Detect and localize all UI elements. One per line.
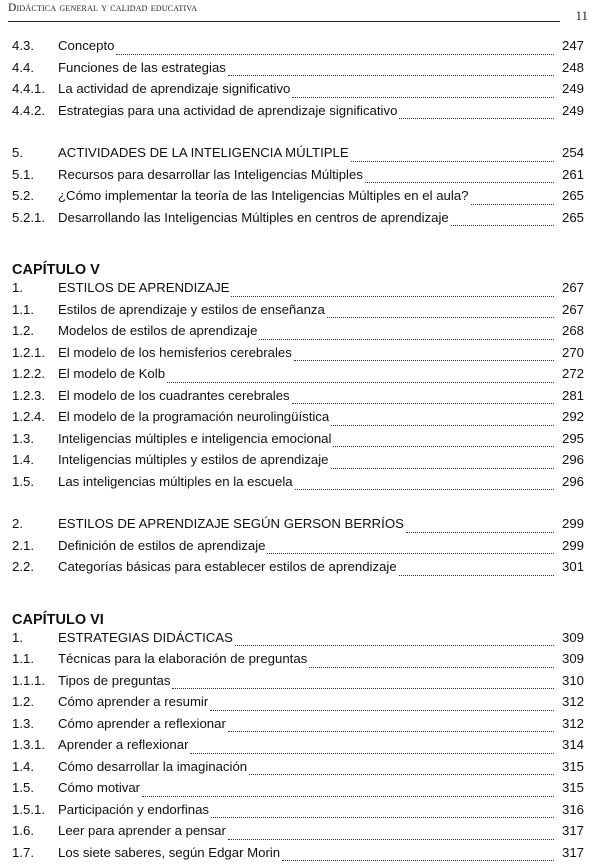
entry-page-number: 314 [558, 737, 584, 752]
entry-title: Participación y endorfinas [58, 802, 209, 817]
entry-page-number: 310 [558, 673, 584, 688]
entry-number: 5.2.1. [12, 210, 58, 225]
entry-title: El modelo de Kolb [58, 366, 165, 381]
entry-title: Los siete saberes, según Edgar Morin [58, 845, 280, 860]
toc-entry [12, 103, 584, 125]
entry-number: 4.4.2. [12, 103, 58, 118]
toc-entry [12, 366, 584, 388]
dot-leader [172, 687, 554, 689]
toc-entry [12, 780, 584, 802]
entry-page-number: 254 [558, 145, 584, 160]
entry-number: 2. [12, 516, 58, 531]
chapter-heading: CAPÍTULO VI [12, 602, 584, 630]
entry-title: El modelo de los hemisferios cerebrales [58, 345, 292, 360]
entry-number: 4.4.1. [12, 81, 58, 96]
entry-title: ESTILOS DE APRENDIZAJE SEGÚN GERSON BERRÍOS [58, 516, 404, 531]
toc-entry [12, 388, 584, 410]
dot-leader [471, 203, 555, 205]
entry-page-number: 265 [558, 188, 584, 203]
entry-title: El modelo de la programación neurolingüística [58, 409, 329, 424]
entry-number: 5.2. [12, 188, 58, 203]
dot-leader [399, 117, 554, 119]
entry-page-number: 309 [558, 651, 584, 666]
dot-leader [292, 96, 554, 98]
toc-entry [12, 538, 584, 560]
entry-title: Cómo motivar [58, 780, 140, 795]
toc-entry [12, 81, 584, 103]
dot-leader [327, 316, 554, 318]
entry-page-number: 248 [558, 60, 584, 75]
entry-number: 1.3. [12, 716, 58, 731]
entry-number: 1.2.3. [12, 388, 58, 403]
dot-leader [451, 224, 554, 226]
entry-page-number: 281 [558, 388, 584, 403]
entry-title: Definición de estilos de aprendizaje [58, 538, 265, 553]
dot-leader [331, 467, 555, 469]
dot-leader [211, 816, 554, 818]
dot-leader [259, 338, 554, 340]
dot-leader [210, 709, 554, 711]
entry-number: 4.4. [12, 60, 58, 75]
dot-leader [406, 531, 554, 533]
dot-leader [231, 295, 554, 297]
entry-title: Desarrollando las Inteligencias Múltiples en centros de aprendizaje [58, 210, 449, 225]
entry-number: 1.4. [12, 759, 58, 774]
entry-title: Cómo desarrollar la imaginación [58, 759, 247, 774]
dot-leader [235, 644, 554, 646]
entry-page-number: 312 [558, 716, 584, 731]
toc-entry [12, 409, 584, 431]
entry-page-number: 296 [558, 474, 584, 489]
dot-leader [282, 859, 554, 861]
entry-title: Concepto [58, 38, 114, 53]
entry-page-number: 292 [558, 409, 584, 424]
dot-leader [351, 160, 554, 162]
entry-page-number: 270 [558, 345, 584, 360]
dot-leader [267, 552, 554, 554]
entry-page-number: 315 [558, 780, 584, 795]
entry-number: 2.1. [12, 538, 58, 553]
toc-entry [12, 474, 584, 496]
dot-leader [365, 181, 554, 183]
entry-title: ACTIVIDADES DE LA INTELIGENCIA MÚLTIPLE [58, 145, 349, 160]
toc-entry [12, 280, 584, 302]
entry-page-number: 247 [558, 38, 584, 53]
entry-title: Categorías básicas para establecer estilos de aprendizaje [58, 559, 397, 574]
entry-page-number: 317 [558, 845, 584, 860]
dot-leader [331, 424, 554, 426]
entry-title: Estrategias para una actividad de aprendizaje significativo [58, 103, 397, 118]
entry-page-number: 267 [558, 280, 584, 295]
dot-leader [295, 488, 554, 490]
section-gap [12, 581, 584, 602]
entry-title: Funciones de las estrategias [58, 60, 226, 75]
entry-number: 1.2. [12, 694, 58, 709]
chapter-heading: CAPÍTULO V [12, 252, 584, 280]
entry-title: La actividad de aprendizaje significativo [58, 81, 290, 96]
entry-page-number: 267 [558, 302, 584, 317]
dot-leader [292, 402, 554, 404]
entry-number: 4.3. [12, 38, 58, 53]
entry-page-number: 265 [558, 210, 584, 225]
entry-page-number: 316 [558, 802, 584, 817]
entry-number: 5. [12, 145, 58, 160]
toc-entry [12, 431, 584, 453]
entry-title: Recursos para desarrollar las Inteligencias Múltiples [58, 167, 363, 182]
entry-title: Técnicas para la elaboración de preguntas [58, 651, 307, 666]
toc-entry [12, 60, 584, 82]
entry-title: ESTILOS DE APRENDIZAJE [58, 280, 229, 295]
entry-title: Las inteligencias múltiples en la escuela [58, 474, 293, 489]
entry-number: 1.1. [12, 651, 58, 666]
entry-title: Aprender a reflexionar [58, 737, 188, 752]
entry-title: Modelos de estilos de aprendizaje [58, 323, 257, 338]
toc-entry [12, 651, 584, 673]
group-gap [12, 124, 584, 145]
entry-number: 1.5.1. [12, 802, 58, 817]
entry-page-number: 272 [558, 366, 584, 381]
toc-entry [12, 345, 584, 367]
entry-number: 1.5. [12, 474, 58, 489]
toc-entry [12, 716, 584, 738]
entry-page-number: 317 [558, 823, 584, 838]
table-of-contents [12, 38, 584, 866]
group-gap [12, 495, 584, 516]
toc-entry [12, 823, 584, 845]
entry-title: Leer para aprender a pensar [58, 823, 226, 838]
dot-leader [116, 53, 554, 55]
dot-leader [249, 773, 554, 775]
page-number: 11 [575, 8, 588, 24]
entry-title: Estilos de aprendizaje y estilos de enseñanza [58, 302, 325, 317]
entry-title: Tipos de preguntas [58, 673, 170, 688]
entry-number: 1.2.4. [12, 409, 58, 424]
entry-number: 1.2.1. [12, 345, 58, 360]
toc-entry [12, 188, 584, 210]
dot-leader [228, 838, 554, 840]
entry-title: ESTRATEGIAS DIDÁCTICAS [58, 630, 233, 645]
toc-entry [12, 302, 584, 324]
entry-title: ¿Cómo implementar la teoría de las Inteligencias Múltiples en el aula? [58, 188, 469, 203]
running-header [8, 2, 560, 22]
dot-leader [294, 359, 554, 361]
entry-number: 1. [12, 630, 58, 645]
entry-number: 1.3. [12, 431, 58, 446]
entry-page-number: 295 [558, 431, 584, 446]
toc-entry [12, 737, 584, 759]
entry-page-number: 268 [558, 323, 584, 338]
entry-title: El modelo de los cuadrantes cerebrales [58, 388, 290, 403]
entry-number: 1.2.2. [12, 366, 58, 381]
dot-leader [190, 752, 554, 754]
toc-entry [12, 167, 584, 189]
toc-entry [12, 145, 584, 167]
toc-entry [12, 210, 584, 232]
toc-entry [12, 673, 584, 695]
entry-number: 5.1. [12, 167, 58, 182]
entry-title: Cómo aprender a resumir [58, 694, 208, 709]
toc-entry [12, 845, 584, 866]
dot-leader [167, 381, 554, 383]
toc-entry [12, 452, 584, 474]
entry-number: 1.7. [12, 845, 58, 860]
entry-page-number: 296 [558, 452, 584, 467]
running-title: Didáctica general y calidad educativa [8, 2, 197, 14]
entry-page-number: 301 [558, 559, 584, 574]
toc-entry [12, 630, 584, 652]
entry-number: 2.2. [12, 559, 58, 574]
entry-page-number: 315 [558, 759, 584, 774]
dot-leader [142, 795, 554, 797]
toc-entry [12, 802, 584, 824]
entry-title: Cómo aprender a reflexionar [58, 716, 226, 731]
toc-entry [12, 559, 584, 581]
entry-page-number: 249 [558, 81, 584, 96]
section-gap [12, 231, 584, 252]
toc-entry [12, 323, 584, 345]
entry-title: Inteligencias múltiples y estilos de aprendizaje [58, 452, 329, 467]
entry-number: 1. [12, 280, 58, 295]
dot-leader [399, 574, 554, 576]
entry-number: 1.6. [12, 823, 58, 838]
entry-number: 1.1.1. [12, 673, 58, 688]
entry-number: 1.4. [12, 452, 58, 467]
entry-number: 1.1. [12, 302, 58, 317]
dot-leader [333, 445, 554, 447]
dot-leader [309, 666, 554, 668]
entry-number: 1.2. [12, 323, 58, 338]
dot-leader [228, 74, 554, 76]
entry-title: Inteligencias múltiples e inteligencia emocional [58, 431, 331, 446]
toc-entry [12, 516, 584, 538]
entry-page-number: 261 [558, 167, 584, 182]
dot-leader [228, 730, 554, 732]
entry-page-number: 312 [558, 694, 584, 709]
entry-page-number: 299 [558, 516, 584, 531]
toc-entry [12, 694, 584, 716]
entry-page-number: 249 [558, 103, 584, 118]
entry-number: 1.3.1. [12, 737, 58, 752]
toc-entry [12, 38, 584, 60]
entry-page-number: 309 [558, 630, 584, 645]
entry-page-number: 299 [558, 538, 584, 553]
entry-number: 1.5. [12, 780, 58, 795]
toc-entry [12, 759, 584, 781]
